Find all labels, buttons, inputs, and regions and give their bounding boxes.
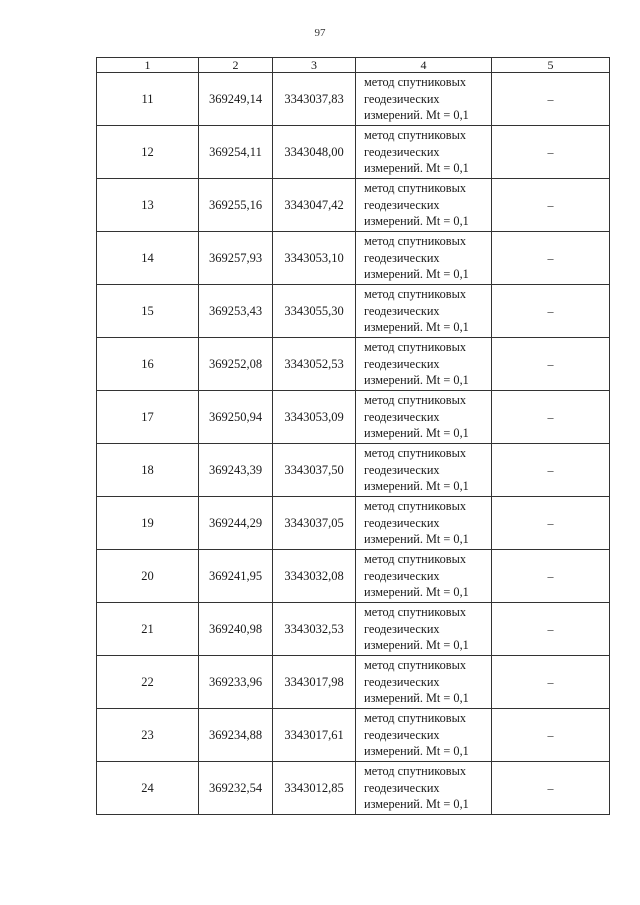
method-line: измерений. Mt = 0,1 (364, 373, 469, 388)
header-row (97, 58, 610, 73)
column-header-4: 4 (356, 58, 492, 73)
note-cell: – (492, 73, 610, 126)
note-cell: – (492, 709, 610, 762)
table-row (97, 497, 610, 550)
method-cell (356, 603, 492, 656)
note-cell: – (492, 232, 610, 285)
method-line: измерений. Mt = 0,1 (364, 691, 469, 706)
y-coordinate-cell: 3343037,50 (273, 444, 356, 497)
y-coordinate-cell: 3343048,00 (273, 126, 356, 179)
method-cell (356, 73, 492, 126)
x-coordinate-cell: 369243,39 (199, 444, 273, 497)
method-line: геодезических (364, 515, 440, 530)
y-coordinate-cell: 3343052,53 (273, 338, 356, 391)
method-cell (356, 444, 492, 497)
y-coordinate-cell: 3343017,98 (273, 656, 356, 709)
method-line: метод спутниковых (364, 287, 467, 302)
method-cell (356, 762, 492, 815)
method-line: метод спутниковых (364, 711, 467, 726)
note-cell: – (492, 550, 610, 603)
table-row (97, 603, 610, 656)
method-line: метод спутниковых (364, 393, 467, 408)
y-coordinate-cell: 3343032,53 (273, 603, 356, 656)
y-coordinate-cell: 3343037,05 (273, 497, 356, 550)
method-cell (356, 338, 492, 391)
page-number: 97 (314, 27, 326, 39)
method-line: метод спутниковых (364, 764, 467, 779)
table-row (97, 285, 610, 338)
method-line: метод спутниковых (364, 552, 467, 567)
method-line: геодезических (364, 621, 440, 636)
method-line: геодезических (364, 356, 440, 371)
point-number-cell: 22 (97, 656, 199, 709)
table-row (97, 444, 610, 497)
y-coordinate-cell: 3343053,10 (273, 232, 356, 285)
method-line: геодезических (364, 303, 440, 318)
x-coordinate-cell: 369254,11 (199, 126, 273, 179)
method-line: геодезических (364, 197, 440, 212)
method-line: геодезических (364, 674, 440, 689)
table-header (97, 58, 610, 73)
column-header-1: 1 (97, 58, 199, 73)
method-cell (356, 179, 492, 232)
y-coordinate-cell: 3343032,08 (273, 550, 356, 603)
y-coordinate-cell: 3343047,42 (273, 179, 356, 232)
method-line: геодезических (364, 144, 440, 159)
table-row (97, 550, 610, 603)
coordinates-table (96, 57, 610, 815)
method-line: геодезических (364, 91, 440, 106)
x-coordinate-cell: 369257,93 (199, 232, 273, 285)
method-cell (356, 550, 492, 603)
method-line: метод спутниковых (364, 446, 467, 461)
y-coordinate-cell: 3343017,61 (273, 709, 356, 762)
table-row (97, 179, 610, 232)
note-cell: – (492, 179, 610, 232)
note-cell: – (492, 391, 610, 444)
method-line: метод спутниковых (364, 658, 467, 673)
method-line: метод спутниковых (364, 75, 467, 90)
point-number-cell: 17 (97, 391, 199, 444)
note-cell: – (492, 126, 610, 179)
method-line: геодезических (364, 409, 440, 424)
method-cell (356, 126, 492, 179)
method-line: измерений. Mt = 0,1 (364, 797, 469, 812)
method-line: метод спутниковых (364, 605, 467, 620)
method-line: измерений. Mt = 0,1 (364, 638, 469, 653)
x-coordinate-cell: 369244,29 (199, 497, 273, 550)
table-row (97, 232, 610, 285)
method-cell (356, 709, 492, 762)
table-row (97, 73, 610, 126)
table-row (97, 338, 610, 391)
note-cell: – (492, 656, 610, 709)
note-cell: – (492, 762, 610, 815)
column-header-5: 5 (492, 58, 610, 73)
method-line: метод спутниковых (364, 340, 467, 355)
method-line: геодезических (364, 568, 440, 583)
method-line: геодезических (364, 462, 440, 477)
method-cell (356, 497, 492, 550)
y-coordinate-cell: 3343037,83 (273, 73, 356, 126)
table-row (97, 656, 610, 709)
method-line: измерений. Mt = 0,1 (364, 426, 469, 441)
x-coordinate-cell: 369253,43 (199, 285, 273, 338)
point-number-cell: 11 (97, 73, 199, 126)
x-coordinate-cell: 369232,54 (199, 762, 273, 815)
method-line: геодезических (364, 780, 440, 795)
note-cell: – (492, 603, 610, 656)
point-number-cell: 19 (97, 497, 199, 550)
note-cell: – (492, 444, 610, 497)
point-number-cell: 13 (97, 179, 199, 232)
point-number-cell: 23 (97, 709, 199, 762)
point-number-cell: 16 (97, 338, 199, 391)
note-cell: – (492, 285, 610, 338)
point-number-cell: 15 (97, 285, 199, 338)
method-line: метод спутниковых (364, 181, 467, 196)
y-coordinate-cell: 3343055,30 (273, 285, 356, 338)
method-line: измерений. Mt = 0,1 (364, 585, 469, 600)
point-number-cell: 24 (97, 762, 199, 815)
method-cell (356, 656, 492, 709)
table-row (97, 126, 610, 179)
table-body (97, 73, 610, 815)
method-line: геодезических (364, 727, 440, 742)
point-number-cell: 12 (97, 126, 199, 179)
method-line: измерений. Mt = 0,1 (364, 214, 469, 229)
method-line: измерений. Mt = 0,1 (364, 320, 469, 335)
method-line: метод спутниковых (364, 234, 467, 249)
x-coordinate-cell: 369250,94 (199, 391, 273, 444)
method-cell (356, 285, 492, 338)
x-coordinate-cell: 369241,95 (199, 550, 273, 603)
x-coordinate-cell: 369233,96 (199, 656, 273, 709)
table-row (97, 762, 610, 815)
method-line: измерений. Mt = 0,1 (364, 267, 469, 282)
x-coordinate-cell: 369240,98 (199, 603, 273, 656)
method-line: измерений. Mt = 0,1 (364, 532, 469, 547)
method-line: метод спутниковых (364, 499, 467, 514)
point-number-cell: 18 (97, 444, 199, 497)
method-line: измерений. Mt = 0,1 (364, 744, 469, 759)
point-number-cell: 21 (97, 603, 199, 656)
method-line: измерений. Mt = 0,1 (364, 161, 469, 176)
method-line: измерений. Mt = 0,1 (364, 108, 469, 123)
method-line: измерений. Mt = 0,1 (364, 479, 469, 494)
method-cell (356, 391, 492, 444)
point-number-cell: 14 (97, 232, 199, 285)
method-line: метод спутниковых (364, 128, 467, 143)
note-cell: – (492, 338, 610, 391)
y-coordinate-cell: 3343012,85 (273, 762, 356, 815)
x-coordinate-cell: 369234,88 (199, 709, 273, 762)
column-header-3: 3 (273, 58, 356, 73)
y-coordinate-cell: 3343053,09 (273, 391, 356, 444)
method-cell (356, 232, 492, 285)
table-row (97, 391, 610, 444)
table-row (97, 709, 610, 762)
method-line: геодезических (364, 250, 440, 265)
x-coordinate-cell: 369249,14 (199, 73, 273, 126)
point-number-cell: 20 (97, 550, 199, 603)
note-cell: – (492, 497, 610, 550)
x-coordinate-cell: 369252,08 (199, 338, 273, 391)
column-header-2: 2 (199, 58, 273, 73)
x-coordinate-cell: 369255,16 (199, 179, 273, 232)
